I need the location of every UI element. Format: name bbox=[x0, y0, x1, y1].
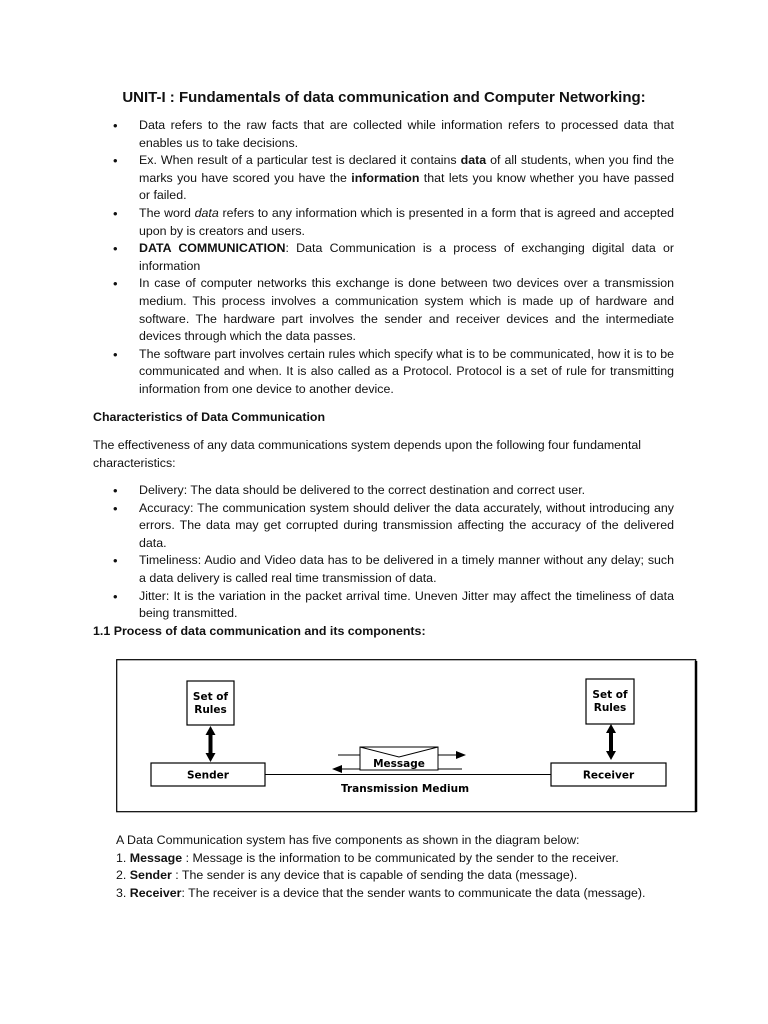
intro-bullet-list bbox=[93, 117, 674, 399]
section-title: Process of data communication and its components: bbox=[113, 624, 426, 638]
sender-label: Sender bbox=[187, 769, 229, 782]
intro-bullet-2: • Ex. When result of a particular test is declared it contains data of all students, when you find the marks you have scored you have the information that lets you know whether you have passed or failed. bbox=[93, 152, 674, 205]
term-data-communication: DATA COMMUNICATION bbox=[139, 241, 286, 256]
intro-bullet-1: • Data refers to the raw facts that are collected while information refers to processed data that enables us to take decisions. bbox=[93, 117, 674, 152]
message-label: Message bbox=[373, 758, 425, 770]
emphasis-information: information bbox=[351, 170, 420, 185]
emphasis-data-italic: data bbox=[194, 205, 219, 220]
rules-left-line-1: Set of bbox=[192, 691, 229, 703]
transmission-medium-label: Transmission Medium bbox=[340, 783, 470, 795]
section-heading bbox=[93, 623, 674, 641]
page-title: UNIT-I : Fundamentals of data communication and Computer Networking: bbox=[122, 89, 646, 106]
rules-right-line-1: Set of bbox=[592, 689, 628, 701]
characteristic-delivery: • Delivery: The data should be delivered to the correct destination and correct user. bbox=[93, 482, 674, 500]
component-message: 1. Message : Message is the information to be communicated by the sender to the receiver. bbox=[116, 850, 619, 865]
intro-bullet-6: • The software part involves certain rules which specify what is to be communicated, how it is to be communicated and when. It is also called as a Protocol. Protocol is a set of rule for transmitting information from one device to another device. bbox=[93, 346, 674, 399]
characteristic-accuracy: • Accuracy: The communication system should deliver the data accurately, without introducing any errors. The data may get corrupted during transmission affecting the accuracy of the delivered data. bbox=[93, 500, 674, 553]
receiver-label: Receiver bbox=[582, 769, 635, 782]
characteristic-jitter: • Jitter: It is the variation in the packet arrival time. Uneven Jitter may affect the timeliness of data being transmitted. bbox=[93, 588, 674, 623]
emphasis-data: data bbox=[460, 153, 487, 168]
intro-bullet-3: • The word data refers to any information which is presented in a form that is agreed and accepted upon by is creators and users. bbox=[93, 205, 674, 240]
data-communication-diagram bbox=[116, 659, 698, 813]
rules-right-line-2: Rules bbox=[593, 702, 627, 714]
components-section bbox=[116, 832, 686, 902]
characteristics-heading: Characteristics of Data Communication bbox=[93, 410, 326, 424]
characteristic-timeliness: • Timeliness: Audio and Video data has to be delivered in a timely manner without any delay; such a data delivery is called real time transmission of data. bbox=[93, 552, 674, 587]
component-receiver: 3. Receiver: The receiver is a device that the sender wants to communicate the data (message). bbox=[116, 885, 646, 900]
rules-left-line-2: Rules bbox=[194, 704, 227, 716]
component-sender: 2. Sender : The sender is any device that is capable of sending the data (message). bbox=[116, 868, 578, 883]
intro-bullet-5: • In case of computer networks this exchange is done between two devices over a transmission medium. This process involves a communication system which is made up of hardware and software. The hardware part involves the sender and receiver devices and the intermediate devices through which the data passes. bbox=[93, 275, 674, 345]
characteristics-intro: The effectiveness of any data communications system depends upon the following four fundamental characteristics: bbox=[93, 438, 642, 470]
components-intro: A Data Communication system has five components as shown in the diagram below: bbox=[116, 833, 580, 847]
section-number: 1.1 bbox=[93, 624, 111, 638]
rules-box-left bbox=[187, 681, 234, 725]
intro-bullet-4: • DATA COMMUNICATION: Data Communication is a process of exchanging digital data or information bbox=[93, 240, 674, 275]
characteristics-list bbox=[93, 482, 674, 623]
